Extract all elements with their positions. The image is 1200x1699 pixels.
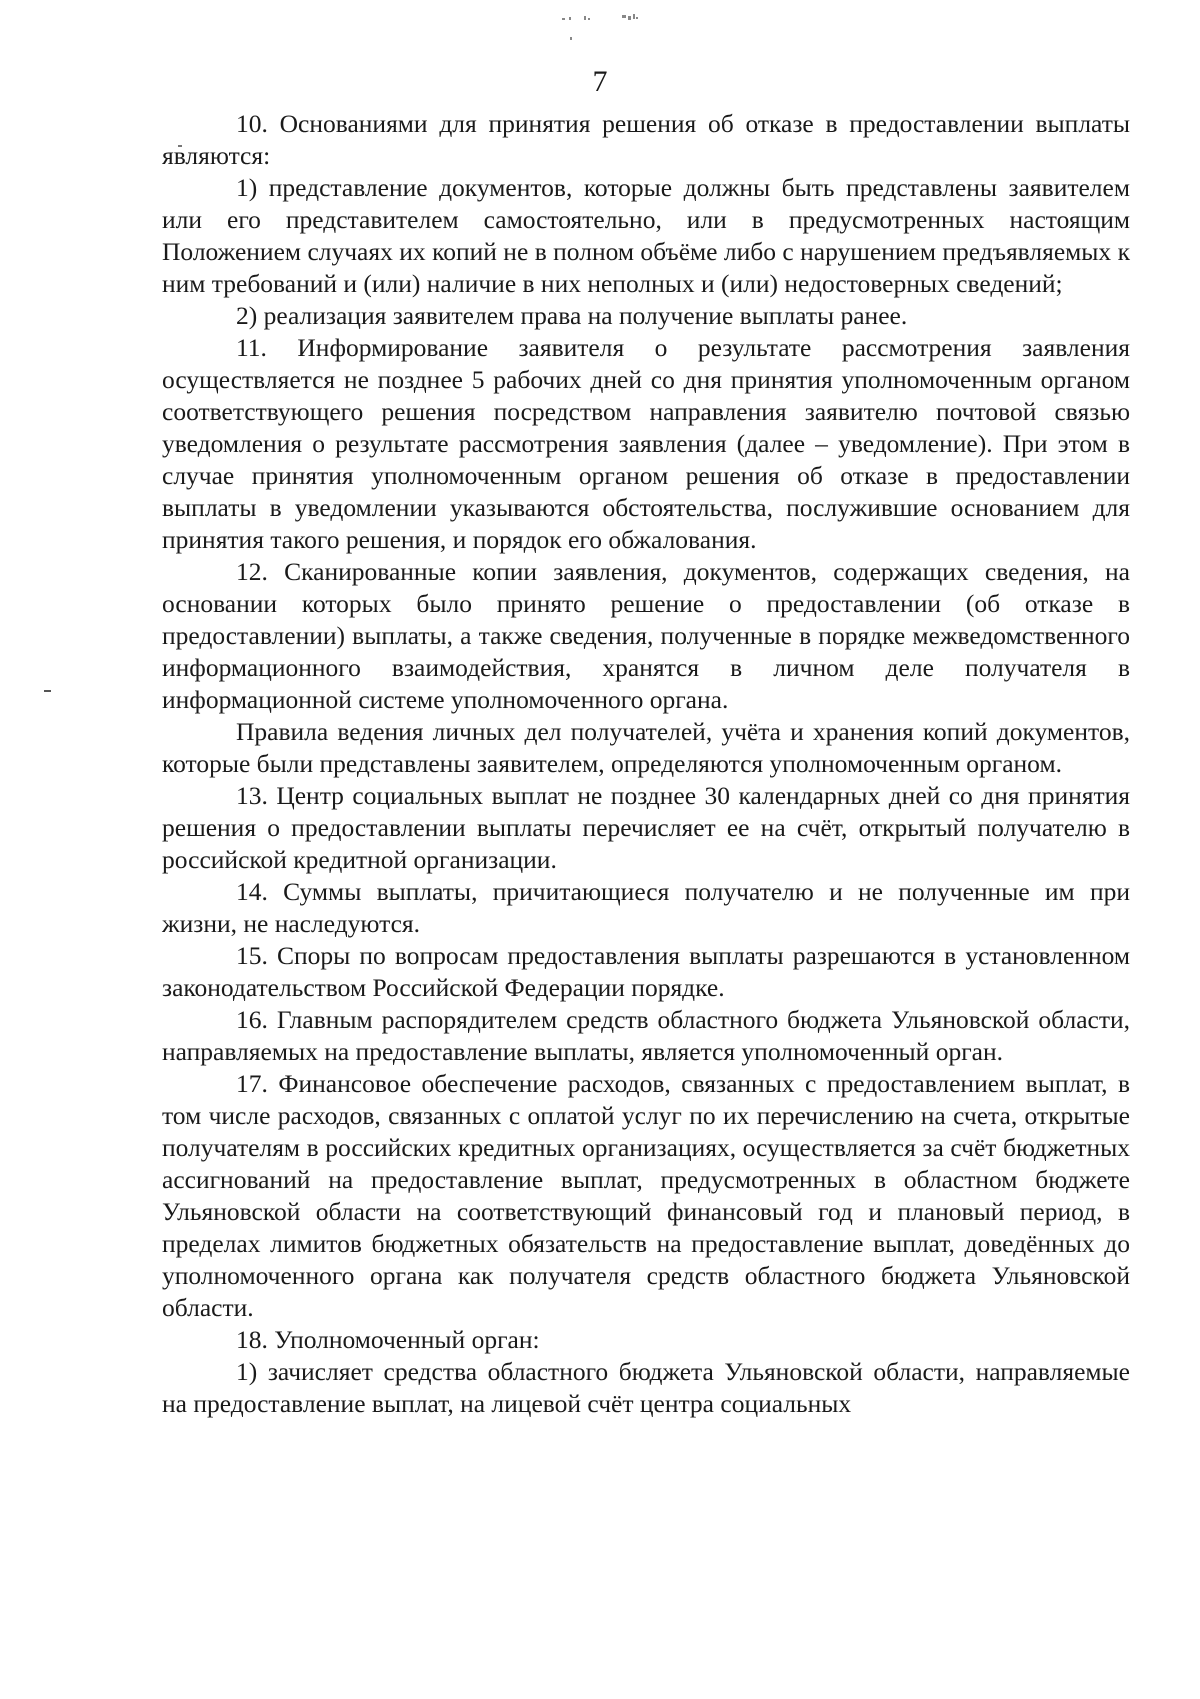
- paragraph: 12. Сканированные копии заявления, документов, содержащих сведения, на основании которых было принято решение о предоставлении (об отказе в предоставлении) выплаты, а также сведения, полученные в порядке межведомственного информационного взаимодействия, хранятся в личном деле получателя в информационной системе уполномоченного органа.: [162, 557, 1130, 714]
- paragraph: 14. Суммы выплаты, причитающиеся получателю и не полученные им при жизни, не наследуются.: [162, 877, 1130, 938]
- paragraph: 10. Основаниями для принятия решения об отказе в предоставлении выплаты являются:: [162, 109, 1130, 170]
- scan-speck: [44, 690, 51, 692]
- paragraph: 1) представление документов, которые должны быть представлены заявителем или его представителем самостоятельно, или в предусмотренных настоящим Положением случаях их копий не в полном объёме либо с нарушением предъявляемых к ним требований и (или) наличие в них неполных и (или) недостоверных сведений;: [162, 173, 1130, 298]
- paragraph: 17. Финансовое обеспечение расходов, связанных с предоставлением выплат, в том числе расходов, связанных с оплатой услуг по их перечислению на счета, открытые получателям в российских кредитных организациях, осуществляется за счёт бюджетных ассигнований на предоставление выплат, предусмотренных в областном бюджете Ульяновской области на соответствующий финансовый год и плановый период, в пределах лимитов бюджетных обязательств на предоставление выплат, доведённых до уполномоченного органа как получателя средств областного бюджета Ульяновской области.: [162, 1069, 1130, 1322]
- page-number: 7: [592, 65, 608, 98]
- paragraph: Правила ведения личных дел получателей, учёта и хранения копий документов, которые были представлены заявителем, определяются уполномоченным органом.: [162, 717, 1130, 778]
- paragraph: 1) зачисляет средства областного бюджета Ульяновской области, направляемые на предоставление выплат, на лицевой счёт центра социальных: [162, 1357, 1130, 1418]
- document-body: [162, 108, 1130, 1420]
- paragraph: 15. Споры по вопросам предоставления выплаты разрешаются в установленном законодательством Российской Федерации порядке.: [162, 941, 1130, 1002]
- paragraph: 13. Центр социальных выплат не позднее 30 календарных дней со дня принятия решения о предоставлении выплаты перечисляет ее на счёт, открытый получателю в российской кредитной организации.: [162, 781, 1130, 874]
- scan-artifact-marks: [560, 10, 680, 44]
- paragraph: 2) реализация заявителем права на получение выплаты ранее.: [236, 301, 908, 330]
- paragraph: 11. Информирование заявителя о результате рассмотрения заявления осуществляется не позднее 5 рабочих дней со дня принятия уполномоченным органом соответствующего решения посредством направления заявителю почтовой связью уведомления о результате рассмотрения заявления (далее – уведомление). При этом в случае принятия уполномоченным органом решения об отказе в предоставлении выплаты в уведомлении указываются обстоятельства, послужившие основанием для принятия такого решения, и порядок его обжалования.: [162, 333, 1130, 554]
- paragraph: 16. Главным распорядителем средств областного бюджета Ульяновской области, направляемых на предоставление выплаты, является уполномоченный орган.: [162, 1005, 1130, 1066]
- paragraph: 18. Уполномоченный орган:: [236, 1325, 540, 1354]
